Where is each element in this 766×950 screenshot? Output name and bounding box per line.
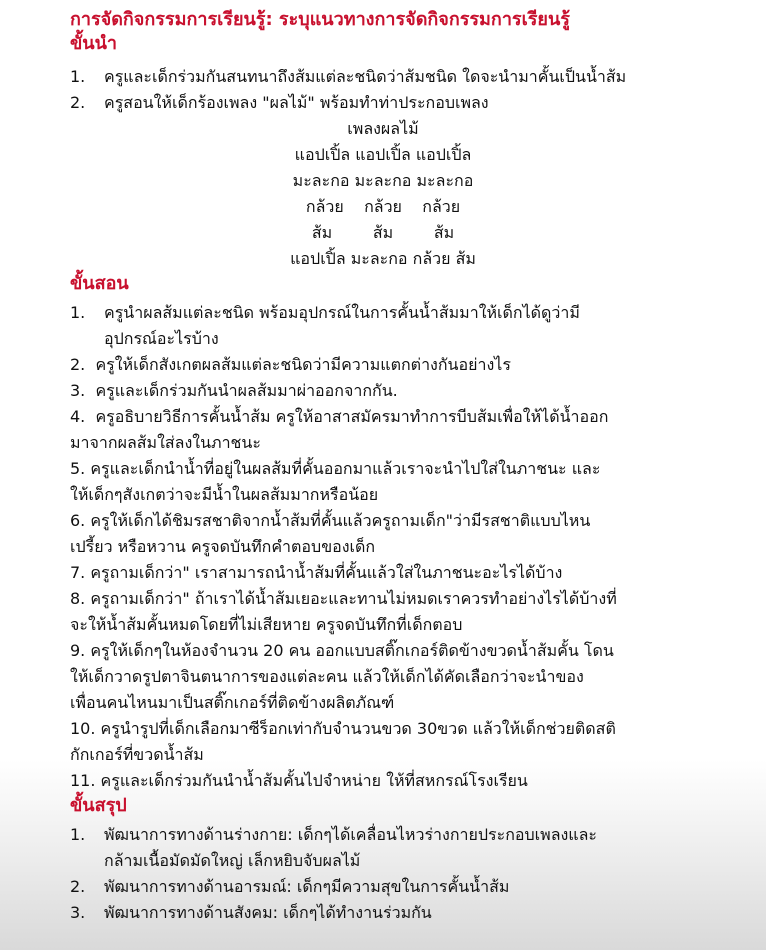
summary-item-3: พัฒนาการทางด้านสังคม: เด็กๆได้ทำงานร่วมกัน bbox=[104, 903, 432, 922]
teaching-item-5-line: 5. ครูและเด็กนำน้ำที่อยู่ในผลส้มที่คั้นออกมาแล้วเราจะนำไปใส่ในภาชนะ และ bbox=[70, 459, 601, 478]
summary-item-2: พัฒนาการทางด้านอารมณ์: เด็กๆมีความสุขในการคั้นน้ำส้ม bbox=[104, 877, 510, 896]
teaching-item-4-line: 4. ครูอธิบายวิธีการคั้นน้ำส้ม ครูให้อาสาสมัครมาทำการบีบส้มเพื่อให้ได้น้ำออก bbox=[70, 407, 609, 426]
teaching-item-8-line: 8. ครูถามเด็กว่า" ถ้าเราได้น้ำส้มเยอะและทานไม่หมดเราควรทำอย่างไรได้บ้างที่ bbox=[70, 589, 617, 608]
summary-item-1-number: 1. bbox=[70, 825, 86, 844]
teaching-item-2: 2. ครูให้เด็กสังเกตผลส้มแต่ละชนิดว่ามีความแตกต่างกันอย่างไร bbox=[70, 355, 511, 374]
song-line: แอปเปิ้ล มะละกอ กล้วย ส้ม bbox=[290, 249, 476, 268]
intro-item-2: ครูสอนให้เด็กร้องเพลง "ผลไม้" พร้อมทำท่าประกอบเพลง bbox=[104, 93, 489, 112]
teaching-item-9-line: 9. ครูให้เด็กๆในห้องจำนวน 20 คน ออกแบบสติ๊กเกอร์ติดข้างขวดน้ำส้มคั้น โดน bbox=[70, 641, 614, 660]
intro-item-2-number: 2. bbox=[70, 93, 86, 112]
teaching-item-6-line: เปรี้ยว หรือหวาน ครูจดบันทึกคำตอบของเด็ก bbox=[70, 537, 376, 556]
summary-item-1-line: พัฒนาการทางด้านร่างกาย: เด็กๆได้เคลื่อนไหวร่างกายประกอบเพลงและ bbox=[104, 825, 598, 844]
teaching-item-7: 7. ครูถามเด็กว่า" เราสามารถนำน้ำส้มที่คั้นแล้วใส่ในภาชนะอะไรได้บ้าง bbox=[70, 563, 563, 582]
teaching-item-6-line: 6. ครูให้เด็กได้ชิมรสชาติจากน้ำส้มที่คั้นแล้วครูถามเด็ก"ว่ามีรสชาติแบบไหน bbox=[70, 511, 591, 530]
intro-heading: ขั้นนำ bbox=[70, 33, 118, 54]
summary-heading: ขั้นสรุป bbox=[70, 795, 127, 816]
teaching-item-10-line: กักเกอร์ที่ขวดน้ำส้ม bbox=[70, 745, 204, 764]
teaching-item-1-number: 1. bbox=[70, 303, 86, 322]
teaching-item-1-line: อุปกรณ์อะไรบ้าง bbox=[104, 329, 219, 348]
teaching-item-5-line: ให้เด็กๆสังเกตว่าจะมีน้ำในผลส้มมากหรือน้อย bbox=[70, 485, 379, 504]
summary-item-3-number: 3. bbox=[70, 903, 86, 922]
teaching-item-8-line: จะให้น้ำส้มคั้นหมดโดยที่ไม่เสียหาย ครูจดบันทึกที่เด็กตอบ bbox=[70, 615, 463, 634]
teaching-item-11: 11. ครูและเด็กร่วมกันนำน้ำส้มคั้นไปจำหน่าย ให้ที่สหกรณ์โรงเรียน bbox=[70, 771, 528, 790]
document-title: การจัดกิจกรรมการเรียนรู้: ระบุแนวทางการจัดกิจกรรมการเรียนรู้ bbox=[70, 9, 570, 30]
teaching-item-4-line: มาจากผลส้มใส่ลงในภาชนะ bbox=[70, 433, 261, 452]
teaching-heading: ขั้นสอน bbox=[70, 273, 129, 294]
teaching-item-10-line: 10. ครูนำรูปที่เด็กเลือกมาซีร็อกเท่ากับจำนวนขวด 30ขวด แล้วให้เด็กช่วยติดสติ bbox=[70, 719, 616, 738]
song-line: แอปเปิ้ล แอปเปิ้ล แอปเปิ้ล bbox=[294, 145, 472, 164]
intro-item-1-number: 1. bbox=[70, 67, 86, 86]
summary-item-2-number: 2. bbox=[70, 877, 86, 896]
song-line: มะละกอ มะละกอ มะละกอ bbox=[292, 171, 474, 190]
song-line: ส้ม ส้ม ส้ม bbox=[311, 223, 455, 242]
teaching-item-9-line: ให้เด็กวาดรูปตาจินตนาการของแต่ละคน แล้วให้เด็กได้คัดเลือกว่าจะนำของ bbox=[70, 667, 584, 686]
song-line: กล้วย กล้วย กล้วย bbox=[305, 197, 461, 216]
teaching-item-1-line: ครูนำผลส้มแต่ละชนิด พร้อมอุปกรณ์ในการคั้นน้ำส้มมาให้เด็กได้ดูว่ามี bbox=[104, 303, 580, 322]
teaching-item-9-line: เพื่อนคนไหนมาเป็นสติ๊กเกอร์ที่ติดข้างผลิตภัณฑ์ bbox=[70, 693, 395, 712]
intro-item-1: ครูและเด็กร่วมกันสนทนาถึงส้มแต่ละชนิดว่าส้มชนิด ใดจะนำมาคั้นเป็นน้ำส้ม bbox=[104, 67, 627, 86]
song-title: เพลงผลไม้ bbox=[347, 119, 419, 138]
teaching-item-3: 3. ครูและเด็กร่วมกันนำผลส้มมาผ่าออกจากกัน. bbox=[70, 381, 398, 400]
summary-item-1-line: กล้ามเนื้อมัดมัดใหญ่ เล็กหยิบจับผลไม้ bbox=[104, 851, 361, 870]
